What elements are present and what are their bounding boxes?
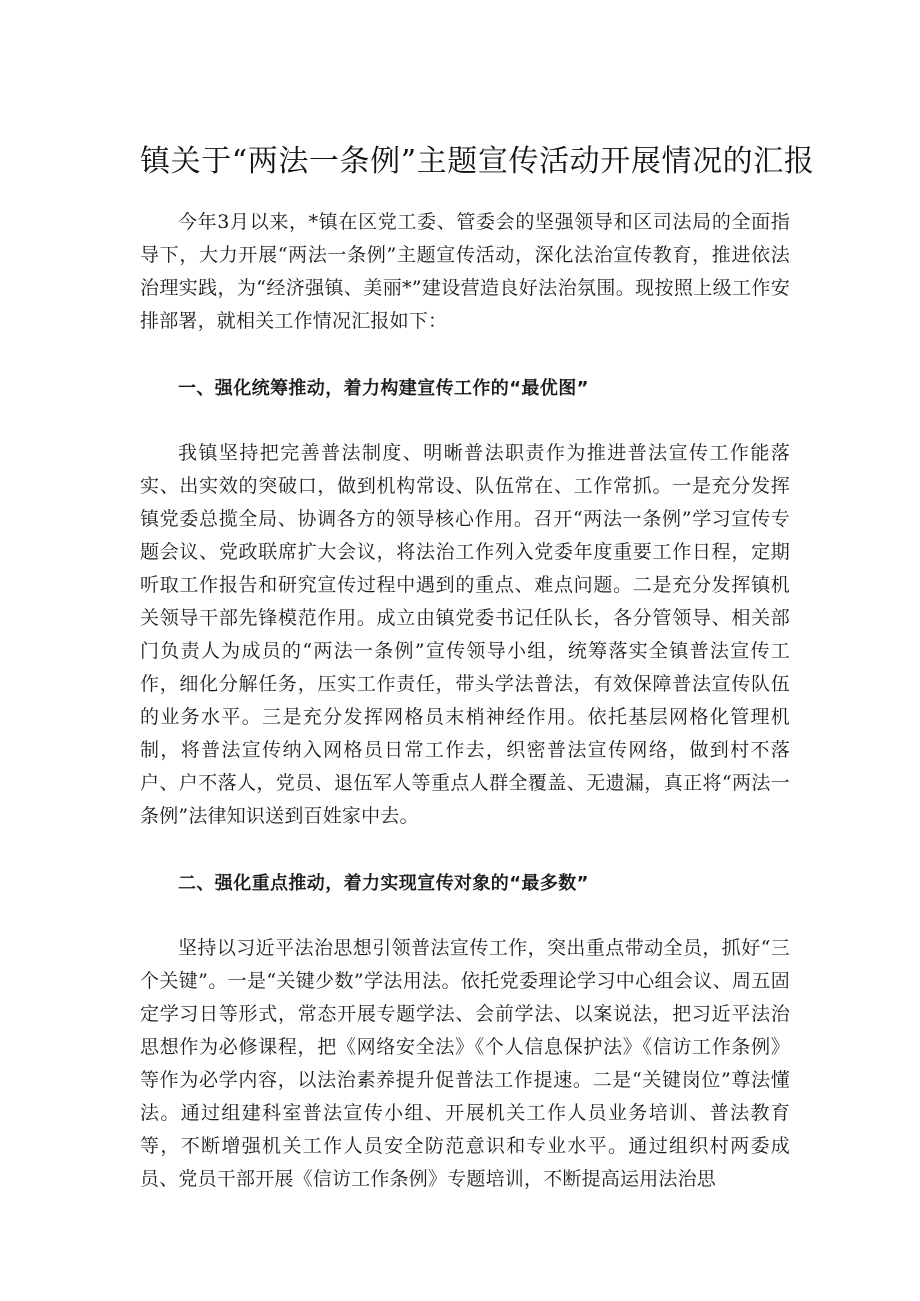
section-body-1: 我镇坚持把完善普法制度、明晰普法职责作为推进普法宣传工作能落实、出实效的突破口，做到机构常设、队伍常在、工作常抓。一是充分发挥镇党委总揽全局、协调各方的领导核心作用。召开“两法一条例”学习宣传专题会议、党政联席扩大会议，将法治工作列入党委年度重要工作日程，定期听取工作报告和研究宣传过程中遇到的重点、难点问题。二是充分发挥镇机关领导干部先锋模范作用。成立由镇党委书记任队长，各分管领导、相关部门负责人为成员的“两法一条例”宣传领导小组，统筹落实全镇普法宣传工作，细化分解任务，压实工作责任，带头学法普法，有效保障普法宣传队伍的业务水平。三是充分发挥网格员末梢神经作用。依托基层网格化管理机制，将普法宣传纳入网格员日常工作去，织密普法宣传网络，做到村不落户、户不落人，党员、退伍军人等重点人群全覆盖、无遗漏，真正将“两法一条例”法律知识送到百姓家中去。 — [140, 442, 790, 827]
section-heading-1: 一、强化统筹推动，着力构建宣传工作的“最优图” — [178, 378, 589, 399]
document-title: 镇关于“两法一条例”主题宣传活动开展情况的汇报 — [140, 144, 815, 179]
section-heading-2: 二、强化重点推动，着力实现宣传对象的“最多数” — [178, 873, 589, 894]
document-body — [140, 206, 790, 1196]
section-body-2: 坚持以习近平法治思想引领普法宣传工作，突出重点带动全员，抓好“三个关键”。一是“关键少数”学法用法。依托党委理论学习中心组会议、周五固定学习日等形式，常态开展专题学法、会前学法、以案说法，把习近平法治思想作为必修课程，把《网络安全法》《个人信息保护法》《信访工作条例》等作为必学内容，以法治素养提升促普法工作提速。二是“关键岗位”尊法懂法。通过组建科室普法宣传小组、开展机关工作人员业务培训、普法教育等，不断增强机关工作人员安全防范意识和专业水平。通过组织村两委成员、党员干部开展《信访工作条例》专题培训，不断提高运用法治思 — [140, 937, 790, 1190]
intro-paragraph: 今年3月以来，*镇在区党工委、管委会的坚强领导和区司法局的全面指导下，大力开展“两法一条例”主题宣传活动，深化法治宣传教育，推进依法治理实践，为“经济强镇、美丽*”建设营造良好法治氛围。现按照上级工作安排部署，就相关工作情况汇报如下： — [140, 211, 790, 332]
